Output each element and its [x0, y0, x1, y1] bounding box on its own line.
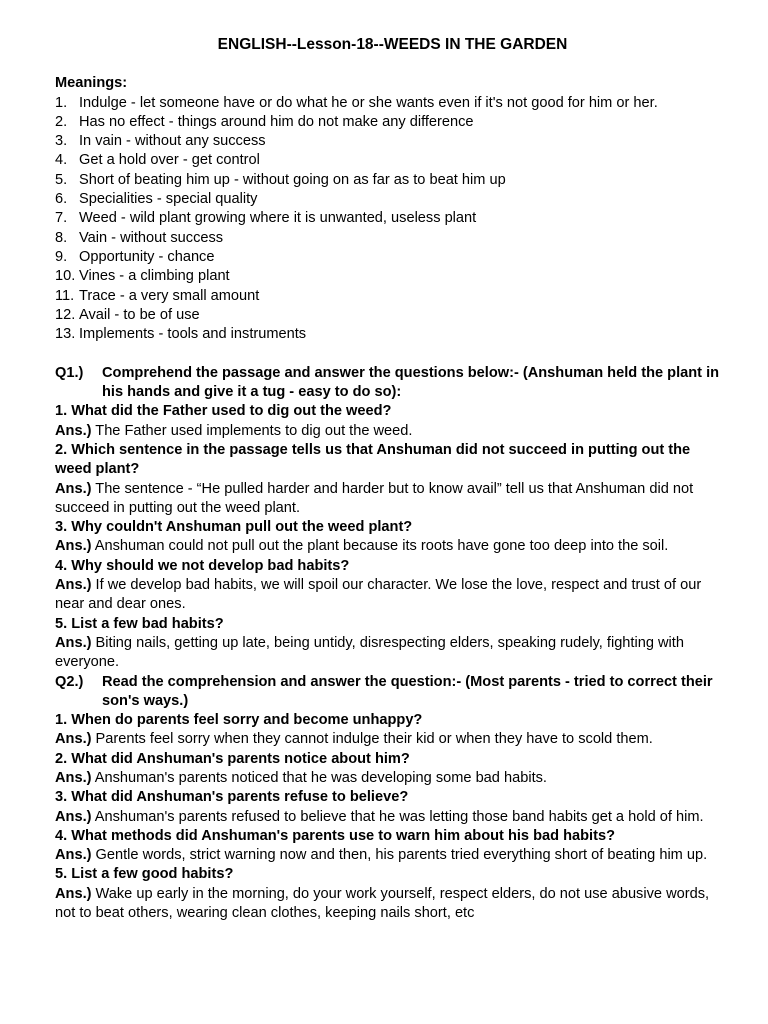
q1-section — [55, 364, 730, 673]
question: 3. What did Anshuman's parents refuse to believe? — [55, 789, 409, 806]
list-item — [55, 209, 730, 228]
section-heading-text: Read the comprehension and answer the question:- (Most parents - tried to correct their son's ways.) — [102, 673, 713, 709]
item-number: 4. — [55, 152, 68, 169]
item-text: Vain - without success — [79, 229, 224, 246]
answer-label: Ans.) — [55, 847, 92, 864]
item-number: 11. — [55, 287, 75, 304]
item-text: Trace - a very small amount — [79, 287, 260, 304]
list-item — [55, 113, 730, 132]
answer-text: The sentence - “He pulled harder and harder but to know avail” tell us that Anshuman did not succeed in putting out the weed plant. — [55, 480, 694, 516]
item-number: 6. — [55, 191, 68, 208]
answer — [55, 634, 730, 673]
list-item — [55, 267, 730, 286]
answer-text: If we develop bad habits, we will spoil our character. We lose the love, respect and trust of our near and dear ones. — [55, 577, 702, 613]
item-number: 5. — [55, 171, 68, 188]
item-text: Vines - a climbing plant — [79, 268, 230, 285]
answer-label: Ans.) — [55, 769, 92, 786]
list-item — [55, 190, 730, 209]
answer-label: Ans.) — [55, 885, 92, 902]
answer-label: Ans.) — [55, 731, 92, 748]
item-number: 9. — [55, 248, 68, 265]
item-number: 1. — [55, 94, 68, 111]
question: 3. Why couldn't Anshuman pull out the weed plant? — [55, 519, 413, 536]
question: 4. What methods did Anshuman's parents use to warn him about his bad habits? — [55, 827, 615, 844]
section-heading-text: Comprehend the passage and answer the questions below:- (Anshuman held the plant in his hands and give it a tug - easy to do so): — [102, 364, 720, 401]
question: 2. Which sentence in the passage tells us that Anshuman did not succeed in putting out the weed plant? — [55, 441, 691, 478]
list-item — [55, 248, 730, 267]
question: 4. Why should we not develop bad habits? — [55, 557, 350, 574]
item-text: Indulge - let someone have or do what he or she wants even if it's not good for him or her. — [79, 94, 658, 111]
item-text: In vain - without any success — [79, 133, 266, 150]
question: 1. What did the Father used to dig out the weed? — [55, 403, 392, 420]
answer-text: Anshuman's parents noticed that he was developing some bad habits. — [91, 769, 547, 786]
item-number: 8. — [55, 229, 68, 246]
page-title: ENGLISH--Lesson-18--WEEDS IN THE GARDEN — [217, 36, 568, 53]
item-text: Weed - wild plant growing where it is unwanted, useless plant — [79, 210, 477, 227]
section-number: Q2.) — [55, 673, 84, 690]
meanings-label: Meanings: — [55, 75, 128, 92]
item-number: 2. — [55, 113, 68, 130]
answer-text: Anshuman could not pull out the plant because its roots have gone too deep into the soil. — [91, 538, 669, 555]
item-text: Implements - tools and instruments — [79, 326, 307, 343]
item-number: 7. — [55, 210, 68, 227]
answer-text: Wake up early in the morning, do your work yourself, respect elders, do not use abusive words, not to beat others, wearing clean clothes, keeping nails short, etc — [55, 885, 710, 922]
section-number: Q1.) — [55, 364, 84, 381]
question: 1. When do parents feel sorry and become unhappy? — [55, 712, 423, 729]
answer-text: Anshuman's parents refused to believe that he was letting those band habits get a hold of him. — [91, 808, 704, 825]
question: 2. What did Anshuman's parents notice about him? — [55, 750, 410, 767]
list-item — [55, 132, 730, 151]
item-number: 13. — [55, 326, 76, 343]
answer — [55, 576, 730, 615]
meanings-list — [55, 94, 730, 345]
answer — [55, 480, 730, 519]
answer-label: Ans.) — [55, 480, 92, 497]
meanings-section — [55, 74, 730, 344]
answer-text: Gentle words, strict warning now and then, his parents tried everything short of beating him up. — [91, 847, 708, 864]
list-item — [55, 94, 730, 113]
list-item — [55, 229, 730, 248]
answer-label: Ans.) — [55, 422, 92, 439]
answer-label: Ans.) — [55, 538, 92, 555]
item-text: Avail - to be of use — [79, 306, 200, 323]
list-item — [55, 151, 730, 170]
answer — [55, 769, 730, 788]
list-item — [55, 287, 730, 306]
item-text: Has no effect - things around him do not make any difference — [79, 113, 474, 130]
answer-text: The Father used implements to dig out the weed. — [91, 422, 413, 439]
answer-label: Ans.) — [55, 577, 92, 594]
list-item — [55, 325, 730, 344]
item-number: 10. — [55, 268, 76, 285]
section-heading — [55, 673, 730, 712]
item-number: 3. — [55, 133, 68, 150]
item-text: Short of beating him up - without going on as far as to beat him up — [79, 171, 506, 188]
answer — [55, 537, 730, 556]
answer — [55, 730, 730, 749]
answer-text: Biting nails, getting up late, being untidy, disrespecting elders, speaking rudely, fighting with everyone. — [55, 634, 684, 671]
question: 5. List a few good habits? — [55, 866, 234, 883]
answer-label: Ans.) — [55, 808, 92, 825]
answer — [55, 885, 730, 924]
question: 5. List a few bad habits? — [55, 615, 224, 632]
list-item — [55, 306, 730, 325]
item-text: Opportunity - chance — [79, 248, 215, 265]
answer — [55, 422, 730, 441]
item-number: 12. — [55, 306, 76, 323]
section-heading — [55, 364, 730, 403]
answer-text: Parents feel sorry when they cannot indulge their kid or when they have to scold them. — [91, 731, 653, 748]
item-text: Get a hold over - get control — [79, 152, 260, 169]
q2-section — [55, 673, 730, 924]
item-text: Specialities - special quality — [79, 191, 258, 208]
spacer — [55, 344, 730, 363]
answer — [55, 808, 730, 827]
answer-label: Ans.) — [55, 634, 92, 651]
list-item — [55, 171, 730, 190]
answer — [55, 846, 730, 865]
